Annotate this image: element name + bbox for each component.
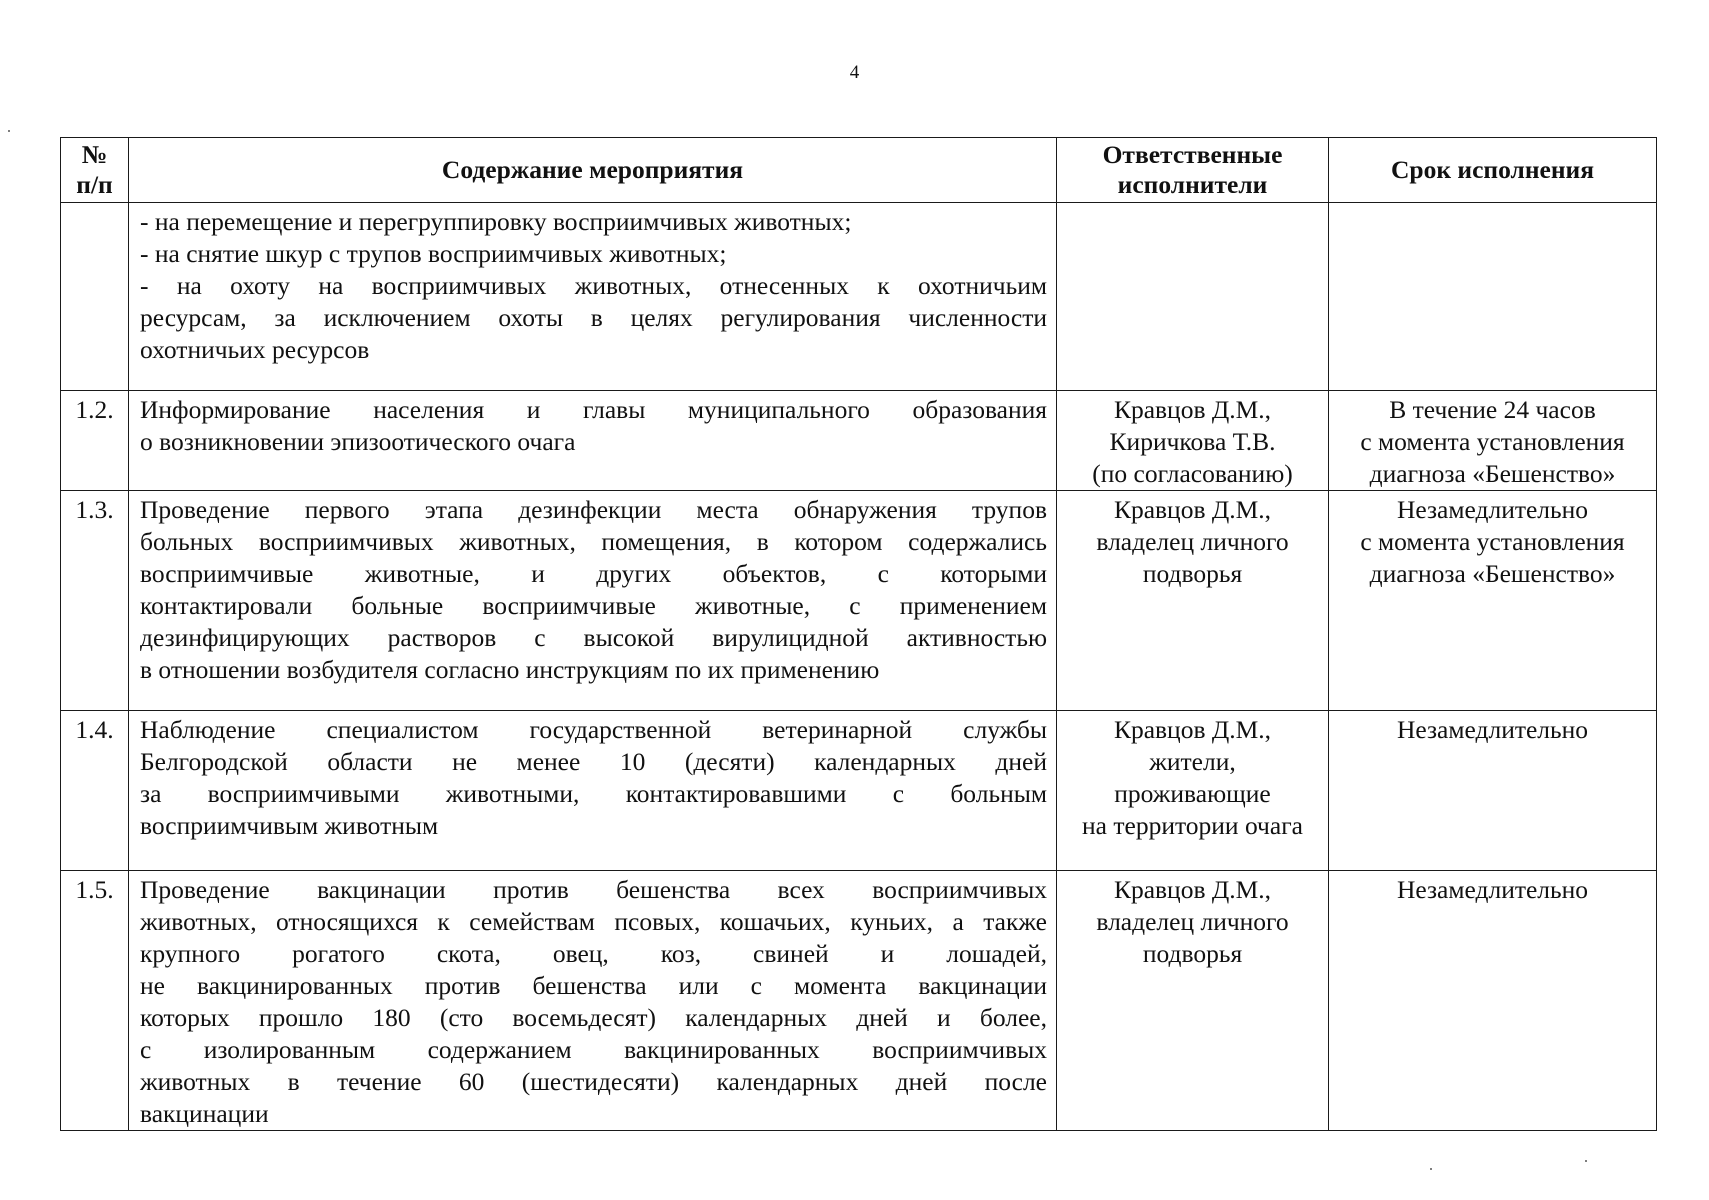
row-number (61, 203, 129, 391)
row-term (1329, 871, 1657, 1131)
row-content (129, 491, 1057, 711)
row-executors (1057, 391, 1329, 491)
content-line: о возникновении эпизоотического очага (140, 427, 576, 456)
content-line: дезинфицирующих растворов с высокой вирулицидной активностью (140, 623, 1047, 652)
executor-line: Кравцов Д.М., (1113, 875, 1272, 904)
content-line: восприимчивые животные, и других объектов, с которыми (140, 559, 1047, 588)
content-line: охотничьих ресурсов (140, 335, 370, 364)
row-term (1329, 203, 1657, 391)
content-line: - на снятие шкур с трупов восприимчивых животных; (140, 239, 727, 268)
row-number: 1.4. (61, 711, 129, 871)
executor-line: владелец личного (1096, 907, 1289, 936)
content-line: восприимчивым животным (140, 811, 439, 840)
content-line: - на охоту на восприимчивых животных, отнесенных к охотничьим (140, 271, 1047, 300)
row-executors (1057, 203, 1329, 391)
header-executors-line: Ответственные (1102, 140, 1283, 169)
row-content (129, 203, 1057, 391)
table-row (61, 871, 1657, 1131)
row-number: 1.5. (61, 871, 129, 1131)
executor-line: владелец личного (1096, 527, 1289, 556)
header-executors-line: исполнители (1117, 170, 1268, 199)
content-line: контактировали больные восприимчивые животные, с применением (140, 591, 1047, 620)
content-line: больных восприимчивых животных, помещения, в котором содержались (140, 527, 1047, 556)
term-line: Незамедлительно (1396, 875, 1589, 904)
executor-line: жители, (1149, 747, 1236, 776)
executor-line: (по согласованию) (1092, 459, 1293, 488)
header-num-abbr: п/п (76, 170, 113, 199)
row-term (1329, 711, 1657, 871)
row-number: 1.2. (61, 391, 129, 491)
row-term (1329, 391, 1657, 491)
content-line: животных, относящихся к семействам псовых, кошачьих, куньих, а также (140, 907, 1047, 936)
row-content (129, 871, 1057, 1131)
content-line: животных в течение 60 (шестидесяти) календарных дней после (140, 1067, 1047, 1096)
table-row (61, 391, 1657, 491)
table-header-row (61, 138, 1657, 203)
term-line: диагноза «Бешенство» (1369, 459, 1616, 488)
measures-table (60, 137, 1657, 1131)
executor-line: Киричкова Т.В. (1109, 427, 1276, 456)
content-line: не вакцинированных против бешенства или с момента вакцинации (140, 971, 1047, 1000)
content-line: Белгородской области не менее 10 (десяти) календарных дней (140, 747, 1047, 776)
executor-line: подворья (1142, 939, 1243, 968)
row-content (129, 391, 1057, 491)
term-line: Незамедлительно (1396, 715, 1589, 744)
page-number: 4 (849, 62, 860, 83)
table-row (61, 203, 1657, 391)
row-content (129, 711, 1057, 871)
scan-speck (1585, 1160, 1587, 1162)
term-line: В течение 24 часов (1389, 395, 1596, 424)
row-term (1329, 491, 1657, 711)
executor-line: Кравцов Д.М., (1113, 395, 1272, 424)
content-line: Проведение первого этапа дезинфекции места обнаружения трупов (140, 495, 1047, 524)
scan-speck (8, 130, 10, 132)
content-line: в отношении возбудителя согласно инструкциям по их применению (140, 655, 880, 684)
term-line: диагноза «Бешенство» (1369, 559, 1616, 588)
content-line: Наблюдение специалистом государственной ветеринарной службы (140, 715, 1047, 744)
term-line: с момента установления (1360, 427, 1625, 456)
executor-line: подворья (1142, 559, 1243, 588)
row-executors (1057, 491, 1329, 711)
content-line: за восприимчивыми животными, контактировавшими с больным (140, 779, 1047, 808)
table-row (61, 491, 1657, 711)
row-number: 1.3. (61, 491, 129, 711)
table-row (61, 711, 1657, 871)
content-line: - на перемещение и перегруппировку восприимчивых животных; (140, 207, 852, 236)
content-line: крупного рогатого скота, овец, коз, свиней и лошадей, (140, 939, 1047, 968)
executor-line: Кравцов Д.М., (1113, 495, 1272, 524)
header-num (61, 138, 129, 203)
content-line: которых прошло 180 (сто восемьдесят) календарных дней и более, (140, 1003, 1047, 1032)
row-executors (1057, 871, 1329, 1131)
header-term: Срок исполнения (1329, 138, 1657, 203)
content-line: Информирование населения и главы муниципального образования (140, 395, 1047, 424)
header-num-symbol: № (81, 140, 108, 169)
term-line: с момента установления (1360, 527, 1625, 556)
row-executors (1057, 711, 1329, 871)
header-executors (1057, 138, 1329, 203)
content-line: Проведение вакцинации против бешенства всех восприимчивых (140, 875, 1047, 904)
executor-line: на территории очага (1082, 811, 1303, 840)
scan-speck (1430, 1168, 1432, 1170)
content-line: с изолированным содержанием вакцинированных восприимчивых (140, 1035, 1047, 1064)
content-line: ресурсам, за исключением охоты в целях регулирования численности (140, 303, 1047, 332)
executor-line: проживающие (1114, 779, 1271, 808)
header-content: Содержание мероприятия (129, 138, 1057, 203)
content-line: вакцинации (140, 1099, 269, 1128)
term-line: Незамедлительно (1396, 495, 1589, 524)
executor-line: Кравцов Д.М., (1113, 715, 1272, 744)
